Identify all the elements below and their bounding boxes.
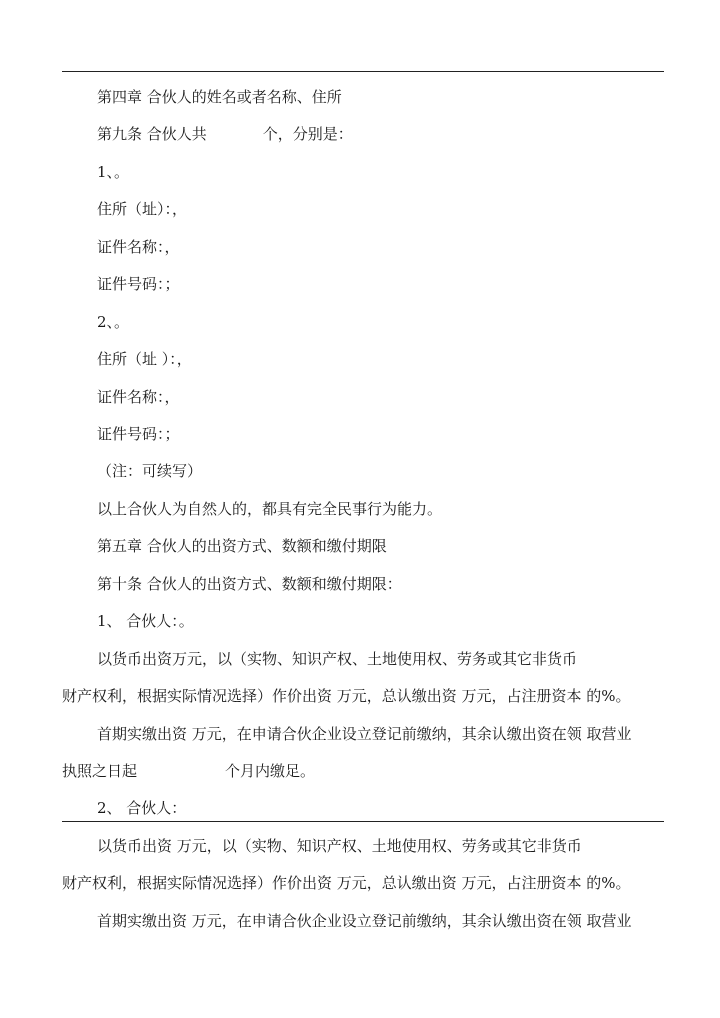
partner-1-id-name: 证件名称：， <box>97 238 180 256</box>
article-9-part-b: 个，分别是： <box>262 125 353 143</box>
contribution-1-amount-cont: 财产权利，根据实际情况选择）作价出资 万元，总认缴出资 万元，占注册资本 的%。 <box>62 687 631 705</box>
article-9 <box>0 124 720 144</box>
partner-2-address: 住所（址 ）：， <box>97 350 192 368</box>
partner-2-id-name: 证件名称：， <box>97 388 180 406</box>
header-rule <box>62 71 664 72</box>
contribution-1-payment: 首期实缴出资 万元，在申请合伙企业设立登记前缴纳，其余认缴出资在领 取营业 <box>97 725 632 743</box>
page-break-rule <box>62 821 664 822</box>
payment-cont-part-b: 个月内缴足。 <box>225 762 316 780</box>
contribution-2-item: 2、 合伙人： <box>97 799 187 817</box>
contribution-1-item: 1、 合伙人：。 <box>97 612 194 630</box>
contribution-1-payment-cont <box>0 761 720 781</box>
article-9-part-a: 第九条 合伙人共 <box>97 125 207 143</box>
note: （注：可续写） <box>97 462 203 480</box>
partner-2-id-number: 证件号码：； <box>97 425 180 443</box>
chapter-4-title: 第四章 合伙人的姓名或者名称、住所 <box>97 88 342 106</box>
contribution-2-amount-cont: 财产权利，根据实际情况选择）作价出资 万元，总认缴出资 万元，占注册资本 的%。 <box>62 874 631 892</box>
partner-2-item: 2、。 <box>97 313 130 331</box>
partner-1-id-number: 证件号码：； <box>97 275 180 293</box>
partner-1-address: 住所（址）：， <box>97 200 188 218</box>
contribution-1-amount: 以货币出资万元，以（实物、知识产权、土地使用权、劳务或其它非货币 <box>97 650 578 668</box>
contribution-2-payment: 首期实缴出资 万元，在申请合伙企业设立登记前缴纳，其余认缴出资在领 取营业 <box>97 912 632 930</box>
contribution-2-amount: 以货币出资 万元，以（实物、知识产权、土地使用权、劳务或其它非货币 <box>97 837 582 855</box>
payment-cont-part-a: 执照之日起 <box>62 762 138 780</box>
natural-person-clause: 以上合伙人为自然人的，都具有完全民事行为能力。 <box>97 500 443 518</box>
partner-1-item: 1、。 <box>97 163 130 181</box>
chapter-5-title: 第五章 合伙人的出资方式、数额和缴付期限 <box>97 537 387 555</box>
article-10: 第十条 合伙人的出资方式、数额和缴付期限： <box>97 575 402 593</box>
